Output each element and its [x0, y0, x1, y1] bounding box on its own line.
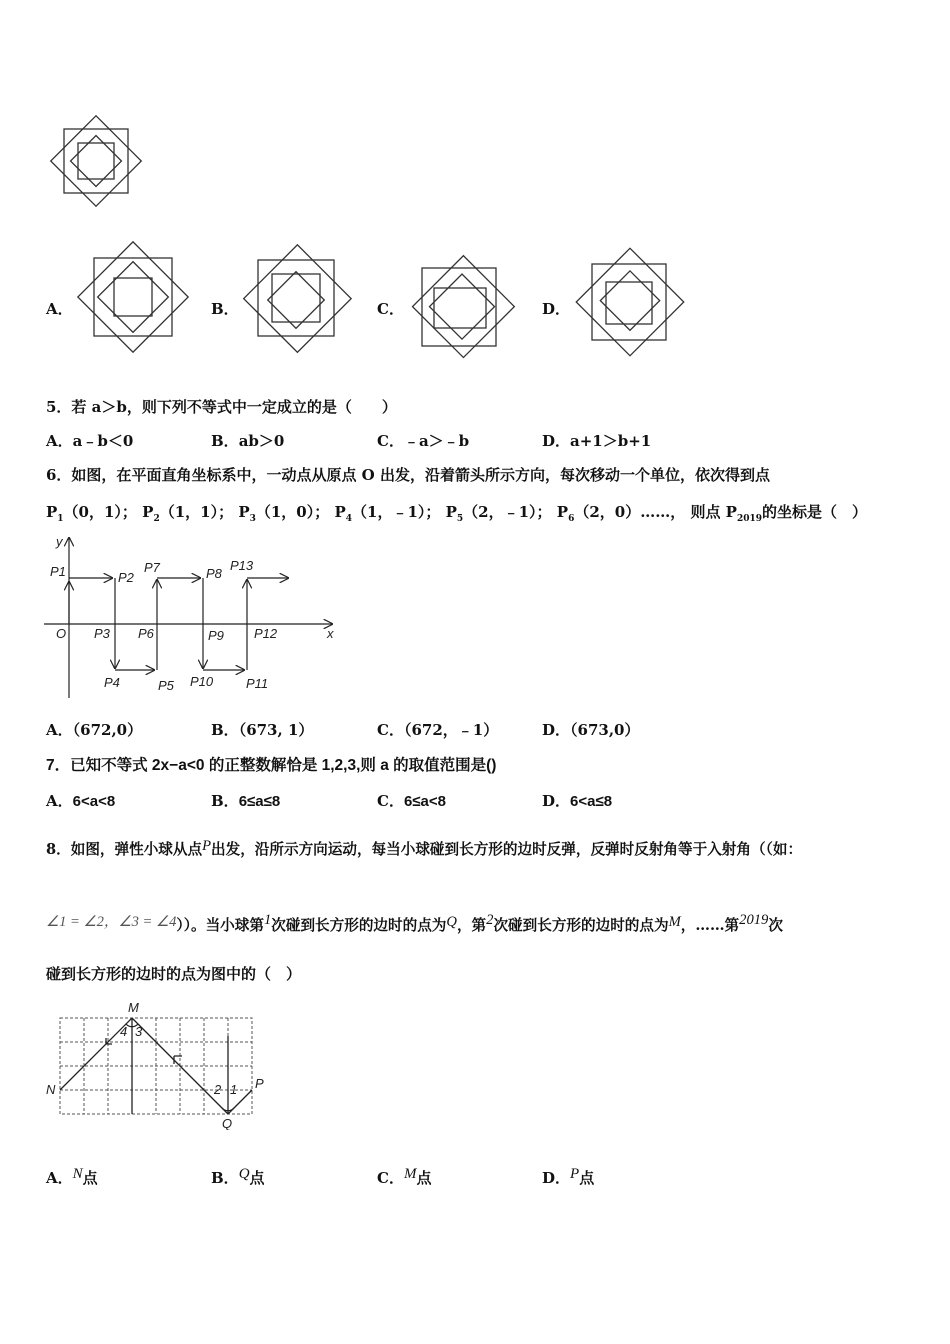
q6-option-b[interactable]: B．（673, 1） — [211, 721, 314, 739]
q5-option-b[interactable]: B．ab＞0 — [211, 432, 285, 450]
label-n: N — [46, 1082, 56, 1097]
q7-option-a[interactable]: A．6<a<8 — [46, 792, 116, 810]
label-p: P — [255, 1076, 264, 1091]
q8-stem-line2: ∠1 = ∠2，∠3 = ∠4））。当小球第1次碰到长方形的边时的点为Q，第2次碰到长方形的边时的点为M，……第2019次 — [46, 912, 783, 934]
label-p1: P1 — [50, 564, 66, 579]
angle-4: 4 — [120, 1024, 128, 1039]
q5-option-a[interactable]: A．a﹣b＜0 — [46, 432, 134, 450]
label-p6: P6 — [138, 626, 154, 641]
q4-option-c-figure — [404, 252, 520, 364]
axis-y-label: y — [56, 534, 63, 549]
q4-option-a-figure — [74, 236, 192, 358]
angle-1: 1 — [230, 1082, 238, 1097]
q8-stem-line1: 8．如图，弹性小球从点P出发，沿所示方向运动，每当小球碰到长方形的边时反弹，反弹时反射角等于入射角（（如： — [46, 838, 803, 858]
label-m: M — [128, 1000, 139, 1015]
label-p10: P10 — [190, 674, 214, 689]
q6-point: $P_3(1$，0）； — [238, 503, 330, 524]
angle-3: 3 — [135, 1024, 143, 1039]
q6-stem-line1: 6．如图，在平面直角坐标系中，一动点从原点 O 出发，沿着箭头所示方向，每次移动一个单位，依次得到点 — [46, 466, 770, 484]
label-p8: P8 — [206, 566, 222, 581]
q4-option-b[interactable]: B． — [211, 300, 239, 318]
label-p3: P3 — [94, 626, 110, 641]
origin-label: O — [56, 626, 67, 641]
q4-option-c[interactable]: C． — [377, 300, 404, 318]
q6-point: $P_1(0$，1）； — [46, 503, 137, 524]
q4-original-figure — [46, 113, 146, 211]
label-p13: P13 — [230, 558, 254, 573]
q5-stem: 5．若 a＞b，则下列不等式中一定成立的是（ ） — [46, 398, 397, 416]
q7-option-c[interactable]: C．6≤a<8 — [377, 792, 446, 810]
q6-point: $P_5(2$，﹣1）； — [445, 503, 552, 524]
label-p9: P9 — [208, 628, 224, 643]
q7-option-b[interactable]: B．6≤a≤8 — [211, 792, 281, 810]
q6-point: $P_6(2$，0）……， — [556, 503, 686, 524]
q6-option-c[interactable]: C．（672，﹣1） — [377, 721, 499, 739]
q8-option-b[interactable]: B．Q点 — [211, 1166, 265, 1187]
q5-option-d[interactable]: D．a+1＞b+1 — [542, 432, 652, 450]
angle-2: 2 — [214, 1082, 222, 1097]
label-p7: P7 — [144, 560, 160, 575]
q4-option-d[interactable]: D． — [542, 300, 571, 318]
q6-option-a[interactable]: A．（672,0） — [46, 721, 143, 739]
q7-stem: 7．已知不等式 2x−a<0 的正整数解恰是 1,2,3,则 a 的取值范围是() — [46, 757, 497, 774]
q4-option-d-figure — [570, 244, 690, 362]
q6-coordinate-figure — [44, 532, 344, 702]
q6-stem-line2 — [46, 501, 867, 524]
label-p11: P11 — [246, 676, 269, 691]
q6-stem-tail: 则点 $P_{2019}$的坐标是（ ） — [690, 503, 868, 524]
q4-option-a[interactable]: A． — [46, 300, 73, 318]
label-p2: P2 — [118, 570, 134, 585]
q8-option-a[interactable]: A．N点 — [46, 1166, 98, 1187]
q8-stem-line3: 碰到长方形的边时的点为图中的（ ） — [46, 965, 302, 983]
q6-point: $P_2(1$，1）； — [142, 503, 234, 524]
axis-x-label: x — [327, 626, 334, 641]
q6-option-d[interactable]: D．（673,0） — [542, 721, 640, 739]
q8-option-d[interactable]: D．P点 — [542, 1166, 595, 1187]
label-q: Q — [222, 1116, 233, 1130]
label-p5: P5 — [158, 678, 174, 693]
q7-option-d[interactable]: D．6<a≤8 — [542, 792, 613, 810]
q8-option-c[interactable]: C．M点 — [377, 1166, 432, 1187]
q8-billiard-figure — [44, 996, 276, 1130]
q4-option-b-figure — [240, 240, 354, 360]
label-p12: P12 — [254, 626, 278, 641]
q5-option-c[interactable]: C．﹣a＞﹣b — [377, 432, 470, 450]
q6-point: $P_4(1$，﹣1）； — [334, 503, 441, 524]
label-p4: P4 — [104, 675, 120, 690]
